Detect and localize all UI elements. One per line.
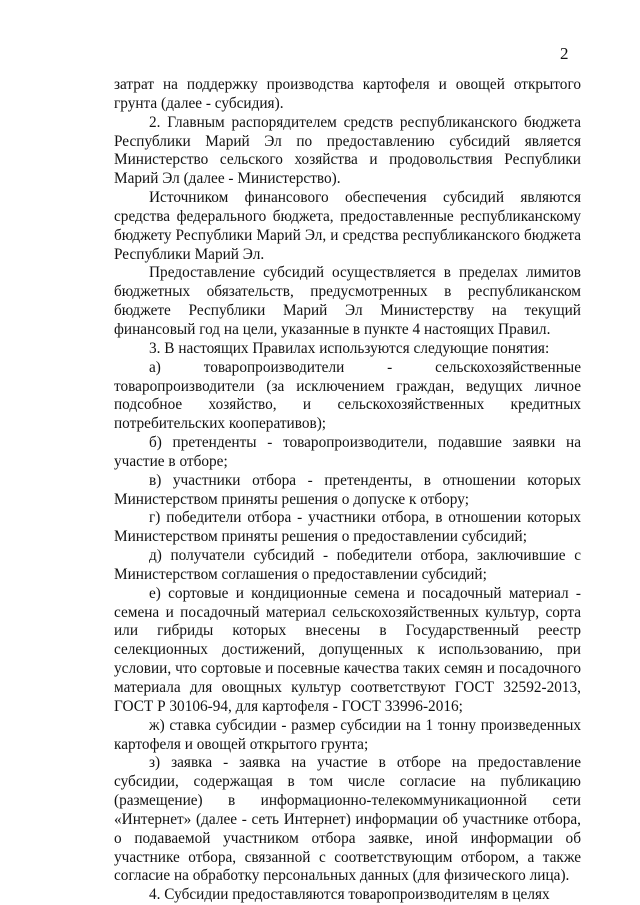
paragraph: Источником финансового обеспечения субсидий являются средства федерального бюджета, предоставленные республиканскому бюджету Республики Марий Эл, и средства республиканского бюджета Республики Марий Эл. — [114, 189, 581, 263]
paragraph: 4. Субсидии предоставляются товаропроизводителям в целях — [149, 886, 550, 904]
definition-item: ж) ставка субсидии - размер субсидии на 1 тонну произведенных картофеля и овощей открытого грунта; — [114, 716, 581, 753]
paragraph: 3. В настоящих Правилах используются следующие понятия: — [149, 339, 550, 357]
paragraph: 2. Главным распорядителем средств республиканского бюджета Республики Марий Эл по предоставлению субсидий является Министерство сельского хозяйства и продовольствия Республики Марий Эл (далее - Министерство). — [114, 113, 581, 188]
page-number: 2 — [560, 44, 569, 63]
definition-item: а) товаропроизводители - сельскохозяйственные товаропроизводители (за исключением граждан, ведущих личное подсобное хозяйство, и сельскохозяйственных кредитных потребительских кооперативов); — [114, 358, 581, 433]
document-body — [114, 76, 581, 905]
definition-item: г) победители отбора - участники отбора, в отношении которых Министерством приняты решения о предоставлении субсидий; — [114, 509, 581, 546]
definition-item: б) претенденты - товаропроизводители, подавшие заявки на участие в отборе; — [114, 434, 581, 470]
paragraph: затрат на поддержку производства картофеля и овощей открытого грунта (далее - субсидия). — [114, 76, 581, 112]
paragraph: Предоставление субсидий осуществляется в пределах лимитов бюджетных обязательств, предусмотренных в республиканском бюджете Республики Марий Эл Министерству на текущий финансовый год на цели, указанные в пункте 4 настоящих Правил. — [114, 264, 581, 338]
definition-item: в) участники отбора - претенденты, в отношении которых Министерством приняты решения о допуске к отбору; — [114, 471, 581, 508]
definition-item: е) сортовые и кондиционные семена и посадочный материал - семена и посадочный материал сельскохозяйственных культур, сорта или гибриды которых внесены в Государственный реестр селекционных достижений, допущенных к использованию, при условии, что сортовые и посевные качества таких семян и посадочного материала для овощных культур соответствуют ГОСТ 32592-2013, ГОСТ Р 30106-94, для картофеля - ГОСТ 33996-2016; — [114, 584, 581, 715]
definition-item: з) заявка - заявка на участие в отборе на предоставление субсидии, содержащая в том числе согласие на публикацию (размещение) в информационно-телекоммуникационной сети «Интернет» (далее - сеть Интернет) информации об участнике отбора, о подаваемой участником отбора заявке, иной информации об участнике отбора, связанной с соответствующим отбором, а также согласие на обработку персональных данных (для физического лица). — [114, 754, 581, 885]
definition-item: д) получатели субсидий - победители отбора, заключившие с Министерством соглашения о предоставлении субсидий; — [114, 547, 581, 583]
